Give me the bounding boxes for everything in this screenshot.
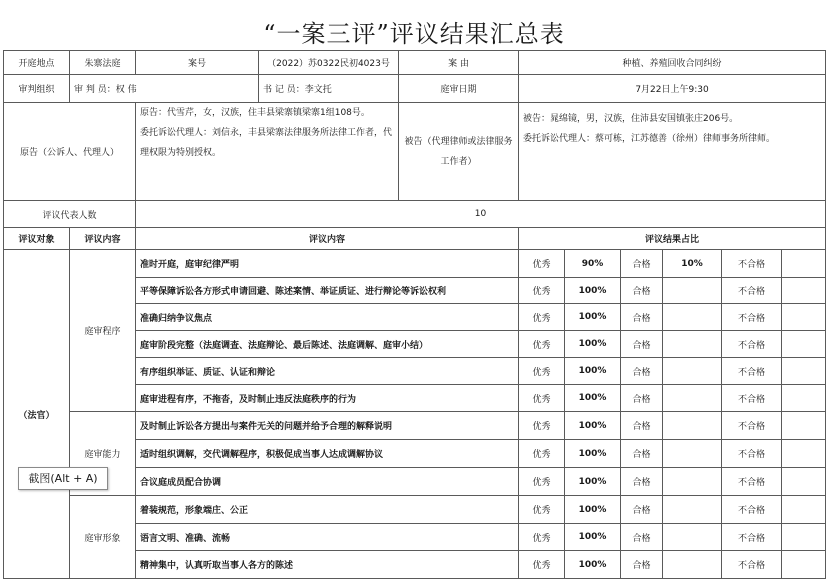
row-text: 适时组织调解，交代调解程序，积极促成当事人达成调解协议 <box>136 440 519 468</box>
rating-qualified: 合格 <box>621 468 663 496</box>
qualified-pct <box>663 358 722 385</box>
excellent-pct: 100% <box>565 385 621 412</box>
group-ability: 庭审能力 <box>70 412 136 496</box>
qualified-pct <box>663 496 722 524</box>
unqualified-pct <box>782 331 826 358</box>
clerk-text: 书 记 员：李文托 <box>259 75 399 103</box>
qualified-pct <box>663 304 722 331</box>
row-text: 准时开庭，庭审纪律严明 <box>136 250 519 278</box>
screenshot-tooltip: 截图(Alt + A) <box>18 467 108 490</box>
info-row-place <box>4 51 826 75</box>
rating-qualified: 合格 <box>621 304 663 331</box>
excellent-pct: 90% <box>565 250 621 278</box>
defendant-line-2: 委托诉讼代理人：蔡可栋，江苏德善（徐州）律师事务所律师。 <box>523 134 776 144</box>
rating-unqualified: 不合格 <box>722 304 782 331</box>
hearing-date-label: 庭审日期 <box>399 75 519 103</box>
rating-qualified: 合格 <box>621 524 663 551</box>
rating-excellent: 优秀 <box>519 331 565 358</box>
qualified-pct <box>663 440 722 468</box>
table-row <box>4 412 826 440</box>
hearing-date-value: 7月22日上午9:30 <box>519 75 826 103</box>
rating-excellent: 优秀 <box>519 551 565 579</box>
unqualified-pct <box>782 496 826 524</box>
plaintiff-line-1: 原告：代雪芹，女，汉族，住丰县梁寨镇梁寨1组108号。 <box>140 108 370 118</box>
excellent-pct: 100% <box>565 551 621 579</box>
excellent-pct: 100% <box>565 468 621 496</box>
rating-unqualified: 不合格 <box>722 331 782 358</box>
rating-excellent: 优秀 <box>519 496 565 524</box>
rating-unqualified: 不合格 <box>722 551 782 579</box>
rating-unqualified: 不合格 <box>722 278 782 304</box>
place-value: 朱寨法庭 <box>70 51 136 75</box>
rating-unqualified: 不合格 <box>722 524 782 551</box>
header-object: 评议对象 <box>4 228 70 250</box>
case-no-label: 案号 <box>136 51 259 75</box>
unqualified-pct <box>782 468 826 496</box>
excellent-pct: 100% <box>565 278 621 304</box>
excellent-pct: 100% <box>565 358 621 385</box>
rating-qualified: 合格 <box>621 551 663 579</box>
unqualified-pct <box>782 250 826 278</box>
trial-org-label: 审判组织 <box>4 75 70 103</box>
judge-text: 审 判 员：权 伟 <box>70 75 259 103</box>
qualified-pct <box>663 524 722 551</box>
row-text: 准确归纳争议焦点 <box>136 304 519 331</box>
rating-excellent: 优秀 <box>519 278 565 304</box>
header-row <box>4 228 826 250</box>
row-text: 有序组织举证、质证、认证和辩论 <box>136 358 519 385</box>
table-row <box>4 250 826 278</box>
rating-qualified: 合格 <box>621 412 663 440</box>
cause-label: 案 由 <box>399 51 519 75</box>
plaintiff-line-2: 委托诉讼代理人：刘信永，丰县梁寨法律服务所法律工作者，代理权限为特别授权。 <box>140 128 393 158</box>
rating-excellent: 优秀 <box>519 358 565 385</box>
unqualified-pct <box>782 412 826 440</box>
object-judge: （法官） <box>4 250 70 579</box>
qualified-pct <box>663 331 722 358</box>
rating-unqualified: 不合格 <box>722 440 782 468</box>
info-row-reps <box>4 201 826 228</box>
row-text: 语言文明、准确、流畅 <box>136 524 519 551</box>
qualified-pct <box>663 385 722 412</box>
rating-qualified: 合格 <box>621 331 663 358</box>
header-result: 评议结果占比 <box>519 228 826 250</box>
row-text: 平等保障诉讼各方形式申请回避、陈述案情、举证质证、进行辩论等诉讼权利 <box>136 278 519 304</box>
qualified-pct <box>663 551 722 579</box>
table-row <box>4 496 826 524</box>
plaintiff-info <box>136 103 399 201</box>
rating-unqualified: 不合格 <box>722 358 782 385</box>
row-text: 合议庭成员配合协调 <box>136 468 519 496</box>
rating-qualified: 合格 <box>621 496 663 524</box>
defendant-info <box>519 103 826 201</box>
rating-excellent: 优秀 <box>519 385 565 412</box>
rep-count-label: 评议代表人数 <box>4 201 136 228</box>
summary-table <box>3 50 826 579</box>
qualified-pct <box>663 278 722 304</box>
row-text: 精神集中，认真听取当事人各方的陈述 <box>136 551 519 579</box>
rating-excellent: 优秀 <box>519 304 565 331</box>
rating-qualified: 合格 <box>621 385 663 412</box>
unqualified-pct <box>782 358 826 385</box>
rating-qualified: 合格 <box>621 250 663 278</box>
cause-value: 种植、养殖回收合同纠纷 <box>519 51 826 75</box>
rep-count-value: 10 <box>136 201 826 228</box>
unqualified-pct <box>782 385 826 412</box>
row-text: 着装规范，形象端庄、公正 <box>136 496 519 524</box>
qualified-pct <box>663 412 722 440</box>
rating-excellent: 优秀 <box>519 250 565 278</box>
info-row-trial <box>4 75 826 103</box>
info-row-parties <box>4 103 826 201</box>
excellent-pct: 100% <box>565 496 621 524</box>
row-text: 庭审阶段完整（法庭调查、法庭辩论、最后陈述、法庭调解、庭审小结） <box>136 331 519 358</box>
defendant-label: 被告（代理律师或法律服务工作者） <box>399 103 519 201</box>
rating-unqualified: 不合格 <box>722 385 782 412</box>
rating-unqualified: 不合格 <box>722 496 782 524</box>
excellent-pct: 100% <box>565 412 621 440</box>
rating-qualified: 合格 <box>621 278 663 304</box>
row-text: 及时制止诉讼各方提出与案件无关的问题并给予合理的解释说明 <box>136 412 519 440</box>
excellent-pct: 100% <box>565 440 621 468</box>
rating-unqualified: 不合格 <box>722 412 782 440</box>
page-title: “一案三评”评议结果汇总表 <box>263 20 565 48</box>
place-label: 开庭地点 <box>4 51 70 75</box>
unqualified-pct <box>782 278 826 304</box>
unqualified-pct <box>782 304 826 331</box>
rating-qualified: 合格 <box>621 440 663 468</box>
group-image: 庭审形象 <box>70 496 136 579</box>
rating-unqualified: 不合格 <box>722 468 782 496</box>
defendant-line-1: 被告：晁绵镜，男，汉族，住沛县安国镇张庄206号。 <box>523 114 739 124</box>
rating-unqualified: 不合格 <box>722 250 782 278</box>
case-no-value: （2022）苏0322民初4023号 <box>259 51 399 75</box>
qualified-pct: 10% <box>663 250 722 278</box>
group-procedure: 庭审程序 <box>70 250 136 412</box>
header-content: 评议内容 <box>70 228 136 250</box>
rating-excellent: 优秀 <box>519 412 565 440</box>
rating-excellent: 优秀 <box>519 440 565 468</box>
unqualified-pct <box>782 440 826 468</box>
rating-excellent: 优秀 <box>519 468 565 496</box>
row-text: 庭审进程有序，不拖沓，及时制止违反法庭秩序的行为 <box>136 385 519 412</box>
unqualified-pct <box>782 524 826 551</box>
qualified-pct <box>663 468 722 496</box>
excellent-pct: 100% <box>565 524 621 551</box>
unqualified-pct <box>782 551 826 579</box>
plaintiff-label: 原告（公诉人、代理人） <box>4 103 136 201</box>
excellent-pct: 100% <box>565 331 621 358</box>
header-detail: 评议内容 <box>136 228 519 250</box>
rating-qualified: 合格 <box>621 358 663 385</box>
rating-excellent: 优秀 <box>519 524 565 551</box>
excellent-pct: 100% <box>565 304 621 331</box>
